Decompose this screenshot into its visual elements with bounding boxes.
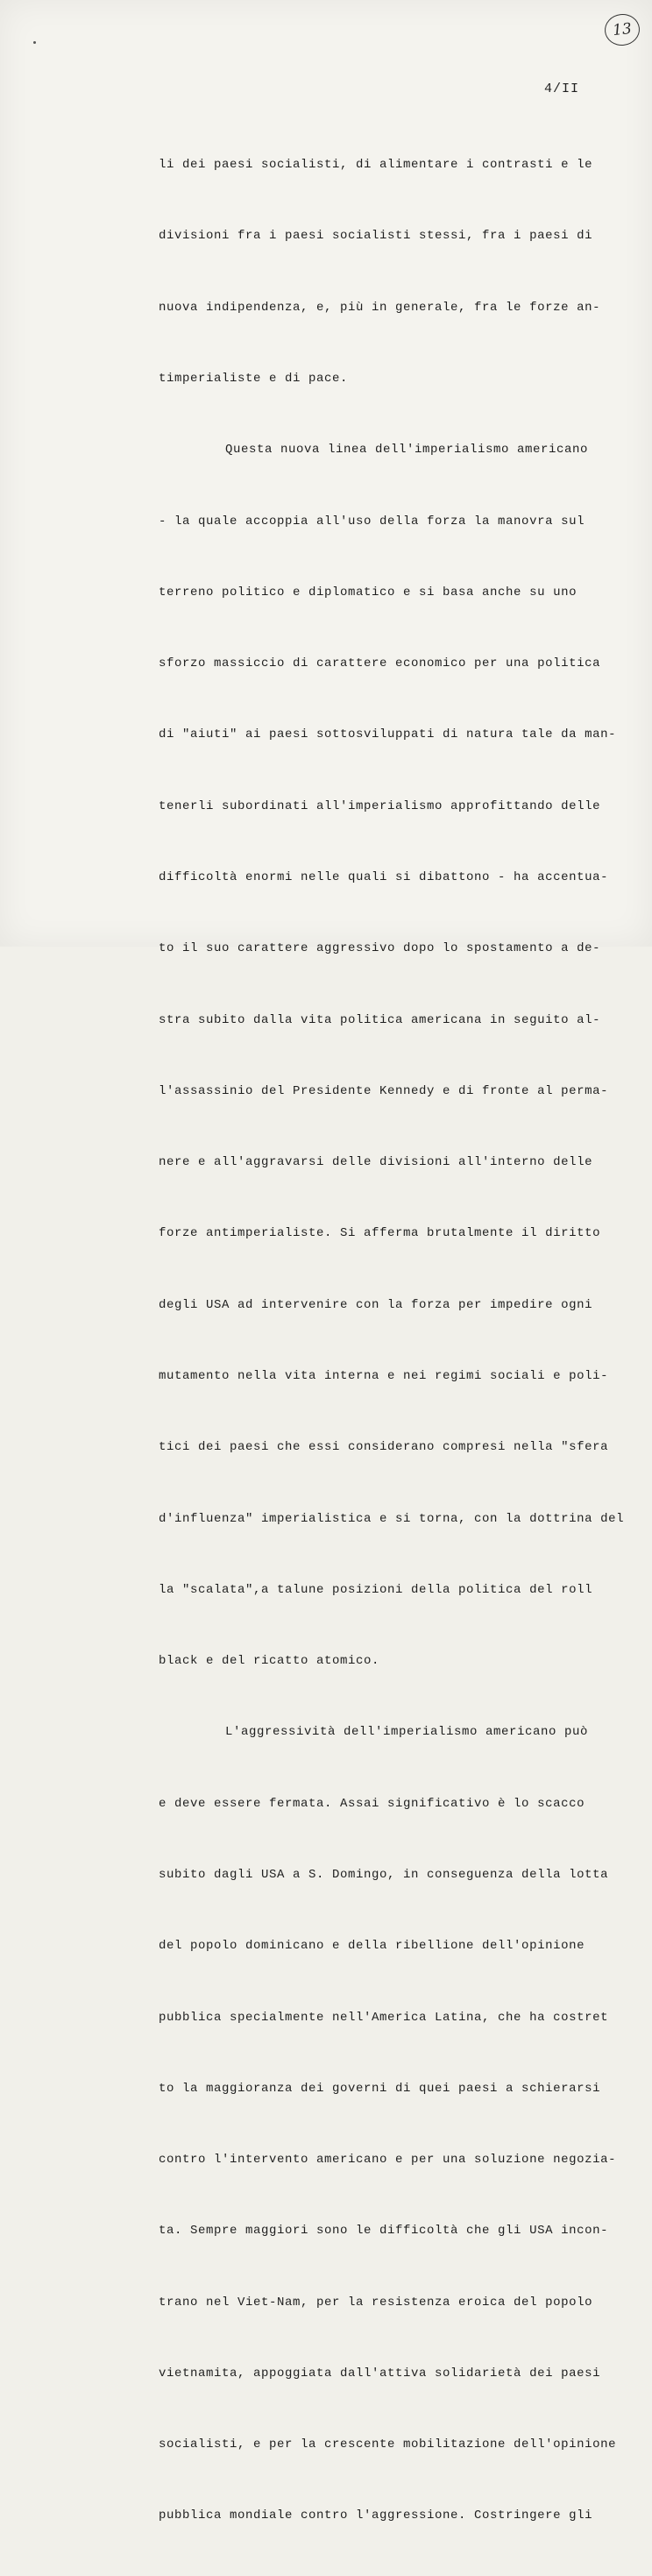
text-line: li dei paesi socialisti, di alimentare i contrasti e le xyxy=(159,158,593,173)
text-line: nuova indipendenza, e, più in generale, fra le forze an- xyxy=(159,300,601,315)
text-line: mutamento nella vita interna e nei regimi sociali e poli- xyxy=(159,1368,609,1383)
text-line: subito dagli USA a S. Domingo, in conseguenza della lotta xyxy=(159,1867,609,1882)
text-line: to la maggioranza dei governi di quei paesi a schierarsi xyxy=(159,2081,601,2096)
text-line: nere e all'aggravarsi delle divisioni all'interno delle xyxy=(159,1155,593,1170)
page-number: 4/II xyxy=(544,82,580,96)
text-line: sforzo massiccio di carattere economico per una politica xyxy=(159,656,601,671)
text-line: tenerli subordinati all'imperialismo approfittando delle xyxy=(159,798,601,813)
text-line: divisioni fra i paesi socialisti stessi, fra i paesi di xyxy=(159,229,593,244)
text-line: forze antimperialiste. Si afferma brutalmente il diritto xyxy=(159,1226,601,1241)
text-line: vietnamita, appoggiata dall'attiva solidarietà dei paesi xyxy=(159,2366,601,2381)
text-line: del popolo dominicano e della ribellione dell'opinione xyxy=(159,1939,585,1954)
text-line: pubblica mondiale contro l'aggressione. Costringere gli xyxy=(159,2509,593,2523)
text-line: l'assassinio del Presidente Kennedy e di fronte al perma- xyxy=(159,1083,609,1098)
text-line: ta. Sempre maggiori sono le difficoltà che gli USA incon- xyxy=(159,2224,609,2239)
text-line: la "scalata",a talune posizioni della politica del roll xyxy=(159,1582,593,1597)
text-line: socialisti, e per la crescente mobilitazione dell'opinione xyxy=(159,2438,617,2452)
text-line: di "aiuti" ai paesi sottosviluppati di natura tale da man- xyxy=(159,727,617,742)
text-line: d'influenza" imperialistica e si torna, con la dottrina del xyxy=(159,1511,625,1526)
text-line: degli USA ad intervenire con la forza per impedire ogni xyxy=(159,1297,593,1312)
text-line: trano nel Viet-Nam, per la resistenza eroica del popolo xyxy=(159,2295,593,2310)
paragraph-start-line: L'aggressività dell'imperialismo americano può xyxy=(225,1725,589,1740)
page-stamp: 13 xyxy=(603,12,641,47)
text-line: black e del ricatto atomico. xyxy=(159,1654,380,1669)
text-line: terreno politico e diplomatico e si basa anche su uno xyxy=(159,585,578,600)
text-line: pubblica specialmente nell'America Latina, che ha costret xyxy=(159,2010,609,2025)
text-line: - la quale accoppia all'uso della forza la manovra sul xyxy=(159,514,585,529)
text-line: tici dei paesi che essi considerano compresi nella "sfera xyxy=(159,1440,609,1455)
paragraph-start-line: Questa nuova linea dell'imperialismo americano xyxy=(225,443,589,458)
text-line: difficoltà enormi nelle quali si dibattono - ha accentua- xyxy=(159,870,609,884)
body-text xyxy=(159,106,625,2576)
text-line: stra subito dalla vita politica americana in seguito al- xyxy=(159,1012,601,1027)
text-line: e deve essere fermata. Assai significativo è lo scacco xyxy=(159,1796,585,1811)
ink-speck xyxy=(33,41,36,44)
text-line: timperialiste e di pace. xyxy=(159,372,349,387)
text-line: contro l'intervento americano e per una soluzione negozia- xyxy=(159,2153,617,2168)
text-line: to il suo carattere aggressivo dopo lo spostamento a de- xyxy=(159,941,601,956)
